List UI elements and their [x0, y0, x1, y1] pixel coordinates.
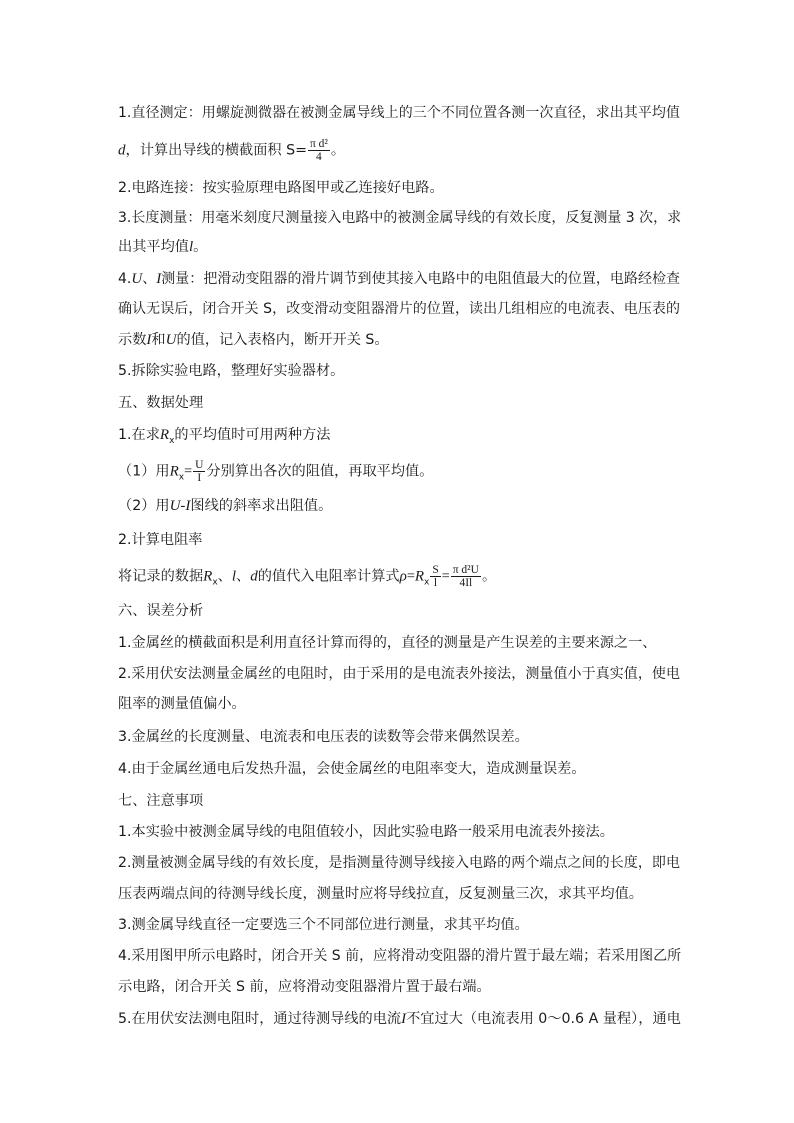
resistivity-text2: 的值代入电阻率计算式 — [257, 568, 400, 585]
step-ui-text3b: 和 — [151, 332, 166, 348]
step-ui-line3 — [118, 330, 680, 350]
error-4 — [118, 759, 680, 779]
step-dismantle — [118, 361, 680, 381]
symbol-I: I — [146, 332, 152, 348]
symbol-rho: ρ — [399, 568, 407, 585]
section-title: 七、注意事项 — [118, 793, 204, 809]
precaution-5-line1 — [118, 1009, 680, 1029]
step-length-line1 — [118, 208, 680, 228]
step-diameter-line2 — [118, 138, 680, 163]
equals-sign: = — [406, 568, 415, 585]
error-4-text: 4.由于金属丝通电后发热升温，会使金属丝的电阻率变大，造成测量误差。 — [118, 761, 586, 777]
step-dismantle-text: 5.拆除实验电路，整理好实验器材。 — [118, 363, 345, 379]
symbol-R: R — [159, 427, 170, 443]
s-over-l-fraction — [430, 564, 440, 589]
symbol-U: U — [131, 271, 143, 287]
precaution-4-line2 — [118, 977, 680, 997]
step-circuit-text: 2.电路连接：按实验原理电路图甲或乙连接好电路。 — [118, 180, 444, 196]
step-ui-line2 — [118, 299, 680, 319]
precaution-1-text: 1.本实验中被测金属导线的电阻值较小，因此实验电路一般采用电流表外接法。 — [118, 824, 614, 840]
error-2-text: 2.采用伏安法测量金属丝的电阻时，由于采用的是电流表外接法，测量值小于真实值，使电 — [118, 666, 680, 682]
resistivity-text: 将记录的数据 — [118, 568, 204, 585]
area-fraction-numerator: π d² — [309, 138, 328, 150]
method-2-text: 图线的斜率求出阻值。 — [190, 498, 333, 514]
equals-sign: = — [184, 463, 193, 480]
symbol-d: d — [250, 568, 258, 585]
step-diameter-text: 1.直径测定：用螺旋测微器在被测金属导线上的三个不同位置各测一次直径，求出其平均值 — [118, 105, 680, 121]
precaution-3 — [118, 915, 680, 935]
step-length-text2: 出其平均值 — [118, 239, 189, 255]
step-ui-text3c: 的值，记入表格内，断开开关 S。 — [176, 332, 389, 348]
precaution-5-text2: 不宜过大（电流表用 0～0.6 A 量程），通电 — [406, 1011, 681, 1027]
precaution-1 — [118, 822, 680, 842]
precaution-5-text: 5.在用伏安法测电阻时，通过待测导线的电流 — [118, 1011, 402, 1027]
step-ui-text: 测量：把滑动变阻器的滑片调节到使其接入电路中的电阻值最大的位置，电路经检查 — [161, 271, 681, 287]
precaution-4-text2: 示电路，闭合开关 S 前，应将滑动变阻器滑片置于最右端。 — [118, 979, 491, 995]
error-1 — [118, 633, 680, 653]
precaution-2-line2 — [118, 884, 680, 904]
subscript-x: x — [178, 472, 185, 483]
step-length-text: 3.长度测量：用毫米刻度尺测量接入电路中的被测金属导线的有效长度，反复测量 3 次，求 — [118, 210, 682, 226]
data-method-1 — [118, 459, 680, 487]
punct: 、 — [236, 568, 251, 585]
symbol-I: I — [156, 271, 162, 287]
step-ui-text3: 示数 — [118, 332, 147, 348]
intro-text2: 的平均值时可用两种方法 — [174, 427, 331, 443]
intro-text: 1.在求 — [118, 427, 160, 443]
symbol-I: I — [401, 1011, 407, 1027]
data-method-intro — [118, 425, 680, 451]
punct: 、 — [217, 568, 232, 585]
area-fraction — [308, 138, 330, 163]
punct: 。 — [330, 142, 346, 159]
symbol-R: R — [203, 568, 213, 585]
data-method-2 — [118, 496, 680, 516]
symbol-U: U — [165, 332, 177, 348]
ohm-fraction-denominator: I — [197, 472, 202, 484]
symbol-UI: U-I — [169, 498, 191, 514]
precaution-3-text: 3.测金属导线直径一定要选三个不同部位进行测量，求其平均值。 — [118, 917, 529, 933]
error-2-line1 — [118, 664, 680, 684]
step-circuit — [118, 178, 680, 198]
section-data-processing-title — [118, 393, 680, 413]
symbol-R: R — [414, 568, 424, 585]
step-ui-text2: 确认无误后，闭合开关 S，改变滑动变阻器滑片的位置，读出几组相应的电流表、电压表的 — [118, 301, 680, 317]
ohm-fraction-numerator: U — [195, 459, 204, 471]
punct: 。 — [481, 568, 497, 585]
ohm-fraction — [193, 459, 205, 484]
punct: 。 — [193, 239, 208, 255]
subscript-x: x — [424, 577, 430, 588]
resistivity-fraction — [451, 564, 481, 589]
symbol-R: R — [169, 463, 179, 480]
section-title: 五、数据处理 — [118, 395, 204, 411]
resistivity-formula-line — [118, 564, 680, 592]
step-ui-line1 — [118, 269, 680, 289]
calc-resistivity-title — [118, 530, 680, 550]
precaution-4-text: 4.采用图甲所示电路时，闭合开关 S 前，应将滑动变阻器的滑片置于最左端；若采用图乙所 — [118, 948, 682, 964]
precaution-2-text2: 压表两端点间的待测导线长度，测量时应将导线拉直，反复测量三次，求其平均值。 — [118, 886, 643, 902]
step-diameter-line1 — [118, 103, 680, 123]
symbol-d: d — [118, 142, 126, 159]
area-fraction-denominator: 4 — [316, 151, 322, 163]
calc-resistivity-text: 2.计算电阻率 — [118, 532, 203, 548]
precaution-2-text: 2.测量被测金属导线的有效长度，是指测量待测导线接入电路的两个端点之间的长度，即电 — [118, 855, 680, 871]
subscript-x: x — [212, 577, 218, 588]
error-3-text: 3.金属丝的长度测量、电流表和电压表的读数等会带来偶然误差。 — [118, 729, 529, 745]
section-title: 六、误差分析 — [118, 603, 204, 619]
precaution-4-line1 — [118, 946, 680, 966]
symbol-l: l — [188, 239, 194, 255]
error-3 — [118, 727, 680, 747]
method-1-text: 分别算出各次的阻值，再取平均值。 — [206, 463, 434, 480]
method-2-label: （2）用 — [118, 498, 170, 514]
step-number: 4. — [118, 271, 132, 287]
error-2-text2: 阻率的测量值偏小。 — [118, 696, 246, 712]
subscript-x: x — [169, 435, 175, 446]
section-precautions-title — [118, 791, 680, 811]
error-1-text: 1.金属丝的横截面积是利用直径计算而得的，直径的测量是产生误差的主要来源之一、 — [118, 635, 657, 651]
error-2-line2 — [118, 694, 680, 714]
fraction-denominator: l — [433, 577, 438, 589]
fraction-denominator: 4Il — [459, 577, 473, 589]
symbol-l: l — [231, 568, 237, 585]
precaution-2-line1 — [118, 853, 680, 873]
method-1-label: （1）用 — [118, 463, 170, 480]
equals-sign: = — [441, 568, 450, 585]
step-length-line2 — [118, 237, 680, 257]
fraction-numerator: π d²U — [452, 564, 479, 576]
section-error-analysis-title — [118, 601, 680, 621]
area-formula-text: ，计算出导线的横截面积 S= — [125, 142, 307, 159]
fraction-numerator: S — [432, 564, 439, 576]
punct: 、 — [142, 271, 157, 287]
